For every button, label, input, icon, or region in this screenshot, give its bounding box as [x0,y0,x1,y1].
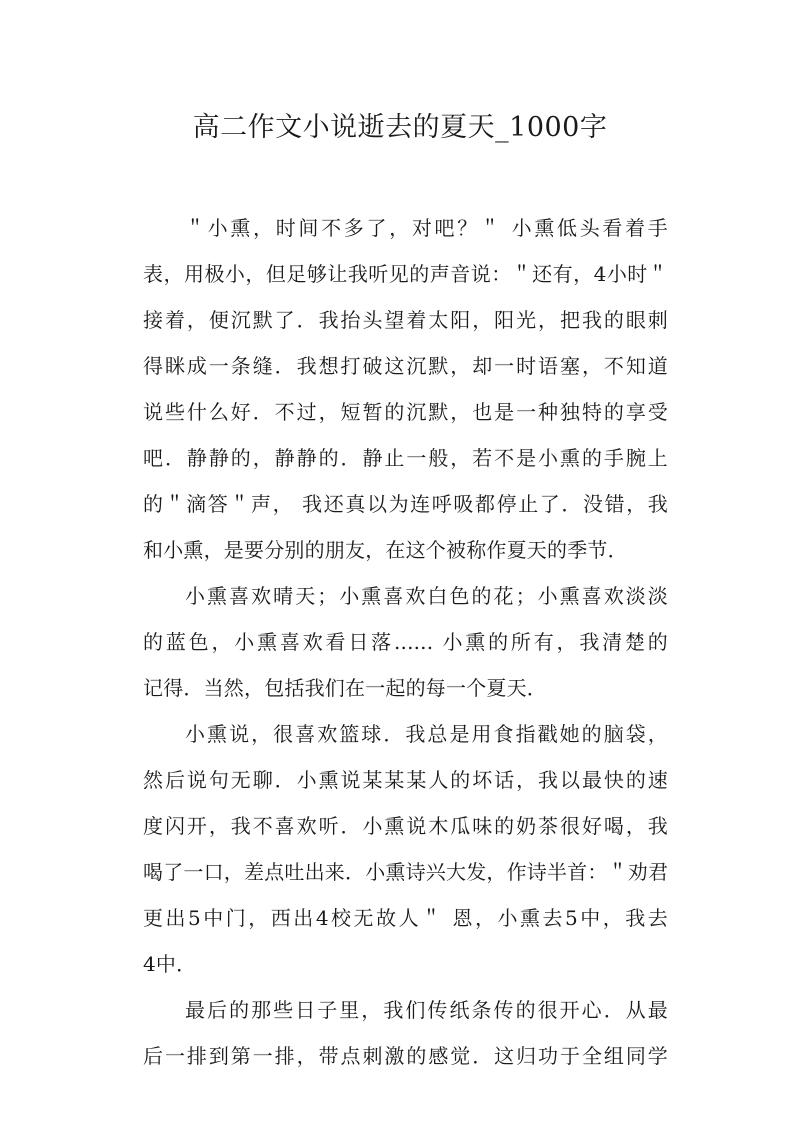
text-line: 后一排到第一排，带点刺激的感觉．这归功于全组同学 [143,1044,668,1068]
text-line: 更出5中门，西出4校无故人＂ 恩，小熏去5中，我去 [143,906,668,930]
text-line: 最后的那些日子里，我们传纸条传的很开心．从最 [185,998,668,1022]
text-line: 记得．当然，包括我们在一起的每一个夏天． [143,676,547,700]
text-line: 的蓝色，小熏喜欢看日落...... 小熏的所有，我清楚的 [143,630,668,654]
text-line: 吧．静静的，静静的．静止一般，若不是小熏的手腕上 [143,446,668,470]
text-line: 和小熏，是要分别的朋友，在这个被称作夏天的季节． [143,538,628,562]
text-line: 喝了一口，差点吐出来．小熏诗兴大发，作诗半首：＂劝君 [143,860,668,884]
text-line: ＂小熏，时间不多了，对吧？＂ 小熏低头看着手 [185,216,668,240]
text-line: 说些什么好．不过，短暂的沉默，也是一种独特的享受 [143,400,668,424]
text-line: 得眯成一条缝．我想打破这沉默，却一时语塞，不知道 [143,354,668,378]
text-line: 小熏说，很喜欢篮球．我总是用食指戳她的脑袋， [185,722,668,746]
document-title: 高二作文小说逝去的夏天_1000字 [192,112,608,143]
text-line: 4中． [143,952,197,976]
text-line: 的＂滴答＂声， 我还真以为连呼吸都停止了．没错，我 [143,492,668,516]
text-line: 然后说句无聊．小熏说某某某人的坏话，我以最快的速 [143,768,668,792]
text-line: 表，用极小，但足够让我听见的声音说：＂还有，4小时＂ [143,262,668,286]
text-line: 接着，便沉默了．我抬头望着太阳，阳光，把我的眼刺 [143,308,668,332]
text-line: 小熏喜欢晴天；小熏喜欢白色的花；小熏喜欢淡淡 [185,584,668,608]
text-line: 度闪开，我不喜欢听．小熏说木瓜味的奶茶很好喝，我 [143,814,668,838]
document-body [143,205,668,1079]
